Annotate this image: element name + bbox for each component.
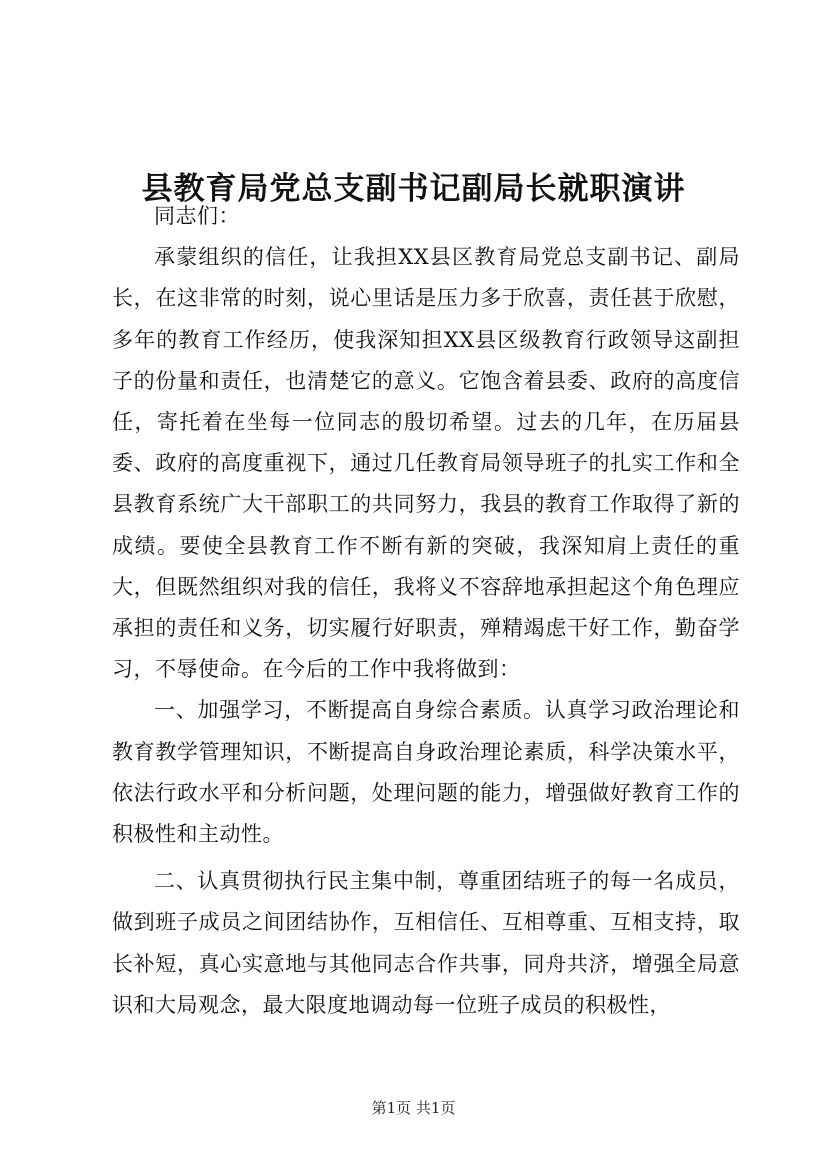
paragraph-section-two: 二、认真贯彻执行民主集中制，尊重团结班子的每一名成员，做到班子成员之间团结协作，互相信任、互相尊重、互相支持，取长补短，真心实意地与其他同志合作共事，同舟共济，增强全局意识和大局观念，最大限度地调动每一位班子成员的积极性， [112,869,740,1017]
page-footer: 第1页 共1页 [371,1099,456,1117]
greeting-line: 同志们： [154,204,240,228]
paragraph-section-one: 一、加强学习，不断提高自身综合素质。认真学习政治理论和教育教学管理知识，不断提高自身政治理论素质，科学决策水平，依法行政水平和分析问题，处理问题的能力，增强做好教育工作的积极性和主动性。 [112,698,740,847]
document-title: 县教育局党总支副书记副局长就职演讲 [141,170,686,207]
document-body [112,196,740,1026]
paragraph-intro: 承蒙组织的信任，让我担XX县区教育局党总支副书记、副局长，在这非常的时刻，说心里话是压力多于欣喜，责任甚于欣慰，多年的教育工作经历，使我深知担XX县区级教育行政领导这副担子的份量和责任，也清楚它的意义。它饱含着县委、政府的高度信任，寄托着在坐每一位同志的殷切希望。过去的几年，在历届县委、政府的高度重视下，通过几任教育局领导班子的扎实工作和全县教育系统广大干部职工的共同努力，我县的教育工作取得了新的成绩。要使全县教育工作不断有新的突破，我深知肩上责任的重大，但既然组织对我的信任，我将义不容辞地承担起这个角色理应承担的责任和义务，切实履行好职责，殚精竭虑干好工作，勤奋学习，不辱使命。在今后的工作中我将做到： [112,245,740,682]
